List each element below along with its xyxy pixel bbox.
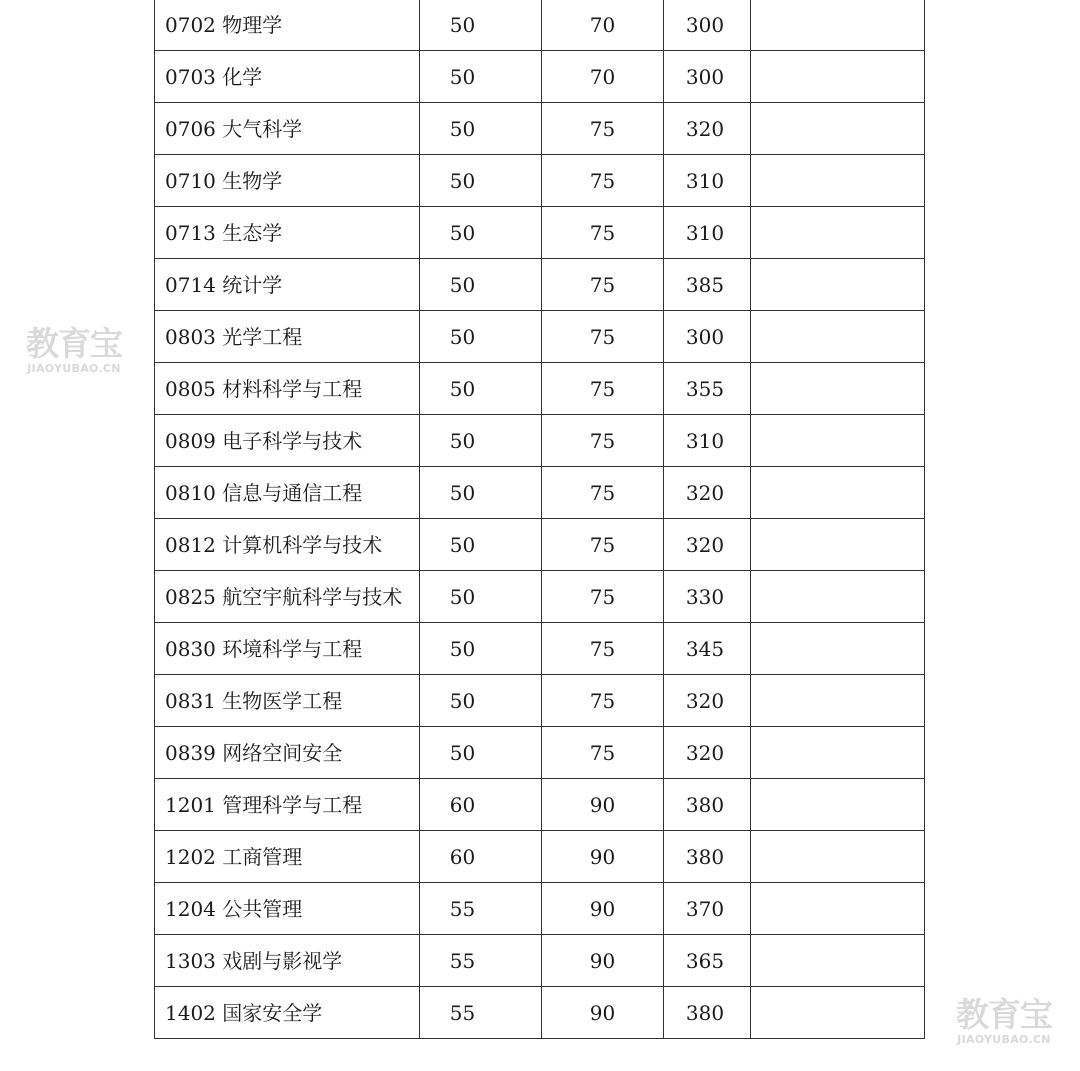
remark-cell: [751, 831, 925, 883]
major-cell: 0803 光学工程: [155, 311, 420, 363]
score-a-cell: 50: [420, 571, 542, 623]
total-score-cell: 310: [664, 155, 751, 207]
major-cell: 0805 材料科学与工程: [155, 363, 420, 415]
major-cell: 0831 生物医学工程: [155, 675, 420, 727]
total-score-cell: 310: [664, 207, 751, 259]
score-a-cell: 50: [420, 727, 542, 779]
table-row: [155, 831, 925, 883]
score-a-cell: 50: [420, 51, 542, 103]
remark-cell: [751, 311, 925, 363]
table-row: [155, 987, 925, 1039]
major-cell: 1204 公共管理: [155, 883, 420, 935]
remark-cell: [751, 415, 925, 467]
table-row: [155, 51, 925, 103]
remark-cell: [751, 519, 925, 571]
major-cell: 0810 信息与通信工程: [155, 467, 420, 519]
major-cell: 0710 生物学: [155, 155, 420, 207]
score-a-cell: 50: [420, 103, 542, 155]
total-score-cell: 320: [664, 519, 751, 571]
major-cell: 0714 统计学: [155, 259, 420, 311]
remark-cell: [751, 259, 925, 311]
major-cell: 0825 航空宇航科学与技术: [155, 571, 420, 623]
table-row: [155, 779, 925, 831]
major-cell: 0812 计算机科学与技术: [155, 519, 420, 571]
score-a-cell: 50: [420, 675, 542, 727]
score-b-cell: 70: [542, 51, 664, 103]
table-row: [155, 467, 925, 519]
major-cell: 0830 环境科学与工程: [155, 623, 420, 675]
score-a-cell: 50: [420, 259, 542, 311]
score-b-cell: 75: [542, 727, 664, 779]
remark-cell: [751, 467, 925, 519]
table-row: [155, 675, 925, 727]
score-b-cell: 90: [542, 883, 664, 935]
remark-cell: [751, 0, 925, 51]
score-a-cell: 60: [420, 831, 542, 883]
score-a-cell: 55: [420, 883, 542, 935]
remark-cell: [751, 935, 925, 987]
score-b-cell: 75: [542, 675, 664, 727]
remark-cell: [751, 571, 925, 623]
score-b-cell: 75: [542, 519, 664, 571]
total-score-cell: 330: [664, 571, 751, 623]
score-a-cell: 55: [420, 935, 542, 987]
table-row: [155, 0, 925, 51]
remark-cell: [751, 623, 925, 675]
table-row: [155, 519, 925, 571]
score-a-cell: 50: [420, 623, 542, 675]
total-score-cell: 300: [664, 51, 751, 103]
watermark-right: [948, 997, 1060, 1046]
score-b-cell: 75: [542, 363, 664, 415]
table-row: [155, 727, 925, 779]
score-a-cell: 50: [420, 363, 542, 415]
score-b-cell: 70: [542, 0, 664, 51]
score-b-cell: 90: [542, 779, 664, 831]
remark-cell: [751, 363, 925, 415]
major-cell: 1303 戏剧与影视学: [155, 935, 420, 987]
major-cell: 0809 电子科学与技术: [155, 415, 420, 467]
major-cell: 1402 国家安全学: [155, 987, 420, 1039]
score-a-cell: 50: [420, 207, 542, 259]
table-row: [155, 155, 925, 207]
score-b-cell: 75: [542, 415, 664, 467]
total-score-cell: 320: [664, 727, 751, 779]
major-cell: 1201 管理科学与工程: [155, 779, 420, 831]
total-score-cell: 365: [664, 935, 751, 987]
score-b-cell: 75: [542, 311, 664, 363]
score-a-cell: 50: [420, 311, 542, 363]
table-row: [155, 571, 925, 623]
score-b-cell: 90: [542, 987, 664, 1039]
table-row: [155, 103, 925, 155]
score-b-cell: 90: [542, 831, 664, 883]
total-score-cell: 345: [664, 623, 751, 675]
table-row: [155, 883, 925, 935]
score-a-cell: 50: [420, 519, 542, 571]
score-table-body: [155, 0, 925, 1039]
table-row: [155, 363, 925, 415]
table-row: [155, 207, 925, 259]
table-row: [155, 623, 925, 675]
total-score-cell: 380: [664, 987, 751, 1039]
table-row: [155, 415, 925, 467]
total-score-cell: 380: [664, 779, 751, 831]
score-b-cell: 75: [542, 207, 664, 259]
table-row: [155, 311, 925, 363]
total-score-cell: 320: [664, 675, 751, 727]
score-a-cell: 50: [420, 0, 542, 51]
watermark-left: [18, 326, 130, 375]
major-cell: 0839 网络空间安全: [155, 727, 420, 779]
score-a-cell: 50: [420, 155, 542, 207]
major-cell: 0703 化学: [155, 51, 420, 103]
score-b-cell: 75: [542, 103, 664, 155]
score-b-cell: 75: [542, 259, 664, 311]
total-score-cell: 300: [664, 311, 751, 363]
remark-cell: [751, 207, 925, 259]
total-score-cell: 380: [664, 831, 751, 883]
score-b-cell: 75: [542, 155, 664, 207]
watermark-url: JIAOYUBAO.CN: [27, 362, 121, 375]
score-b-cell: 75: [542, 467, 664, 519]
remark-cell: [751, 675, 925, 727]
score-a-cell: 50: [420, 467, 542, 519]
remark-cell: [751, 51, 925, 103]
remark-cell: [751, 727, 925, 779]
major-cell: 1202 工商管理: [155, 831, 420, 883]
score-a-cell: 60: [420, 779, 542, 831]
remark-cell: [751, 103, 925, 155]
score-table: [154, 0, 925, 1039]
score-b-cell: 90: [542, 935, 664, 987]
remark-cell: [751, 883, 925, 935]
total-score-cell: 310: [664, 415, 751, 467]
score-a-cell: 50: [420, 415, 542, 467]
watermark-url: JIAOYUBAO.CN: [957, 1033, 1051, 1046]
table-row: [155, 259, 925, 311]
major-cell: 0706 大气科学: [155, 103, 420, 155]
remark-cell: [751, 987, 925, 1039]
total-score-cell: 385: [664, 259, 751, 311]
score-a-cell: 55: [420, 987, 542, 1039]
score-b-cell: 75: [542, 623, 664, 675]
watermark-logo: 教育宝: [26, 324, 122, 363]
total-score-cell: 300: [664, 0, 751, 51]
remark-cell: [751, 155, 925, 207]
major-cell: 0702 物理学: [155, 0, 420, 51]
score-b-cell: 75: [542, 571, 664, 623]
total-score-cell: 370: [664, 883, 751, 935]
remark-cell: [751, 779, 925, 831]
table-row: [155, 935, 925, 987]
watermark-logo: 教育宝: [956, 995, 1052, 1034]
total-score-cell: 320: [664, 103, 751, 155]
total-score-cell: 320: [664, 467, 751, 519]
total-score-cell: 355: [664, 363, 751, 415]
major-cell: 0713 生态学: [155, 207, 420, 259]
